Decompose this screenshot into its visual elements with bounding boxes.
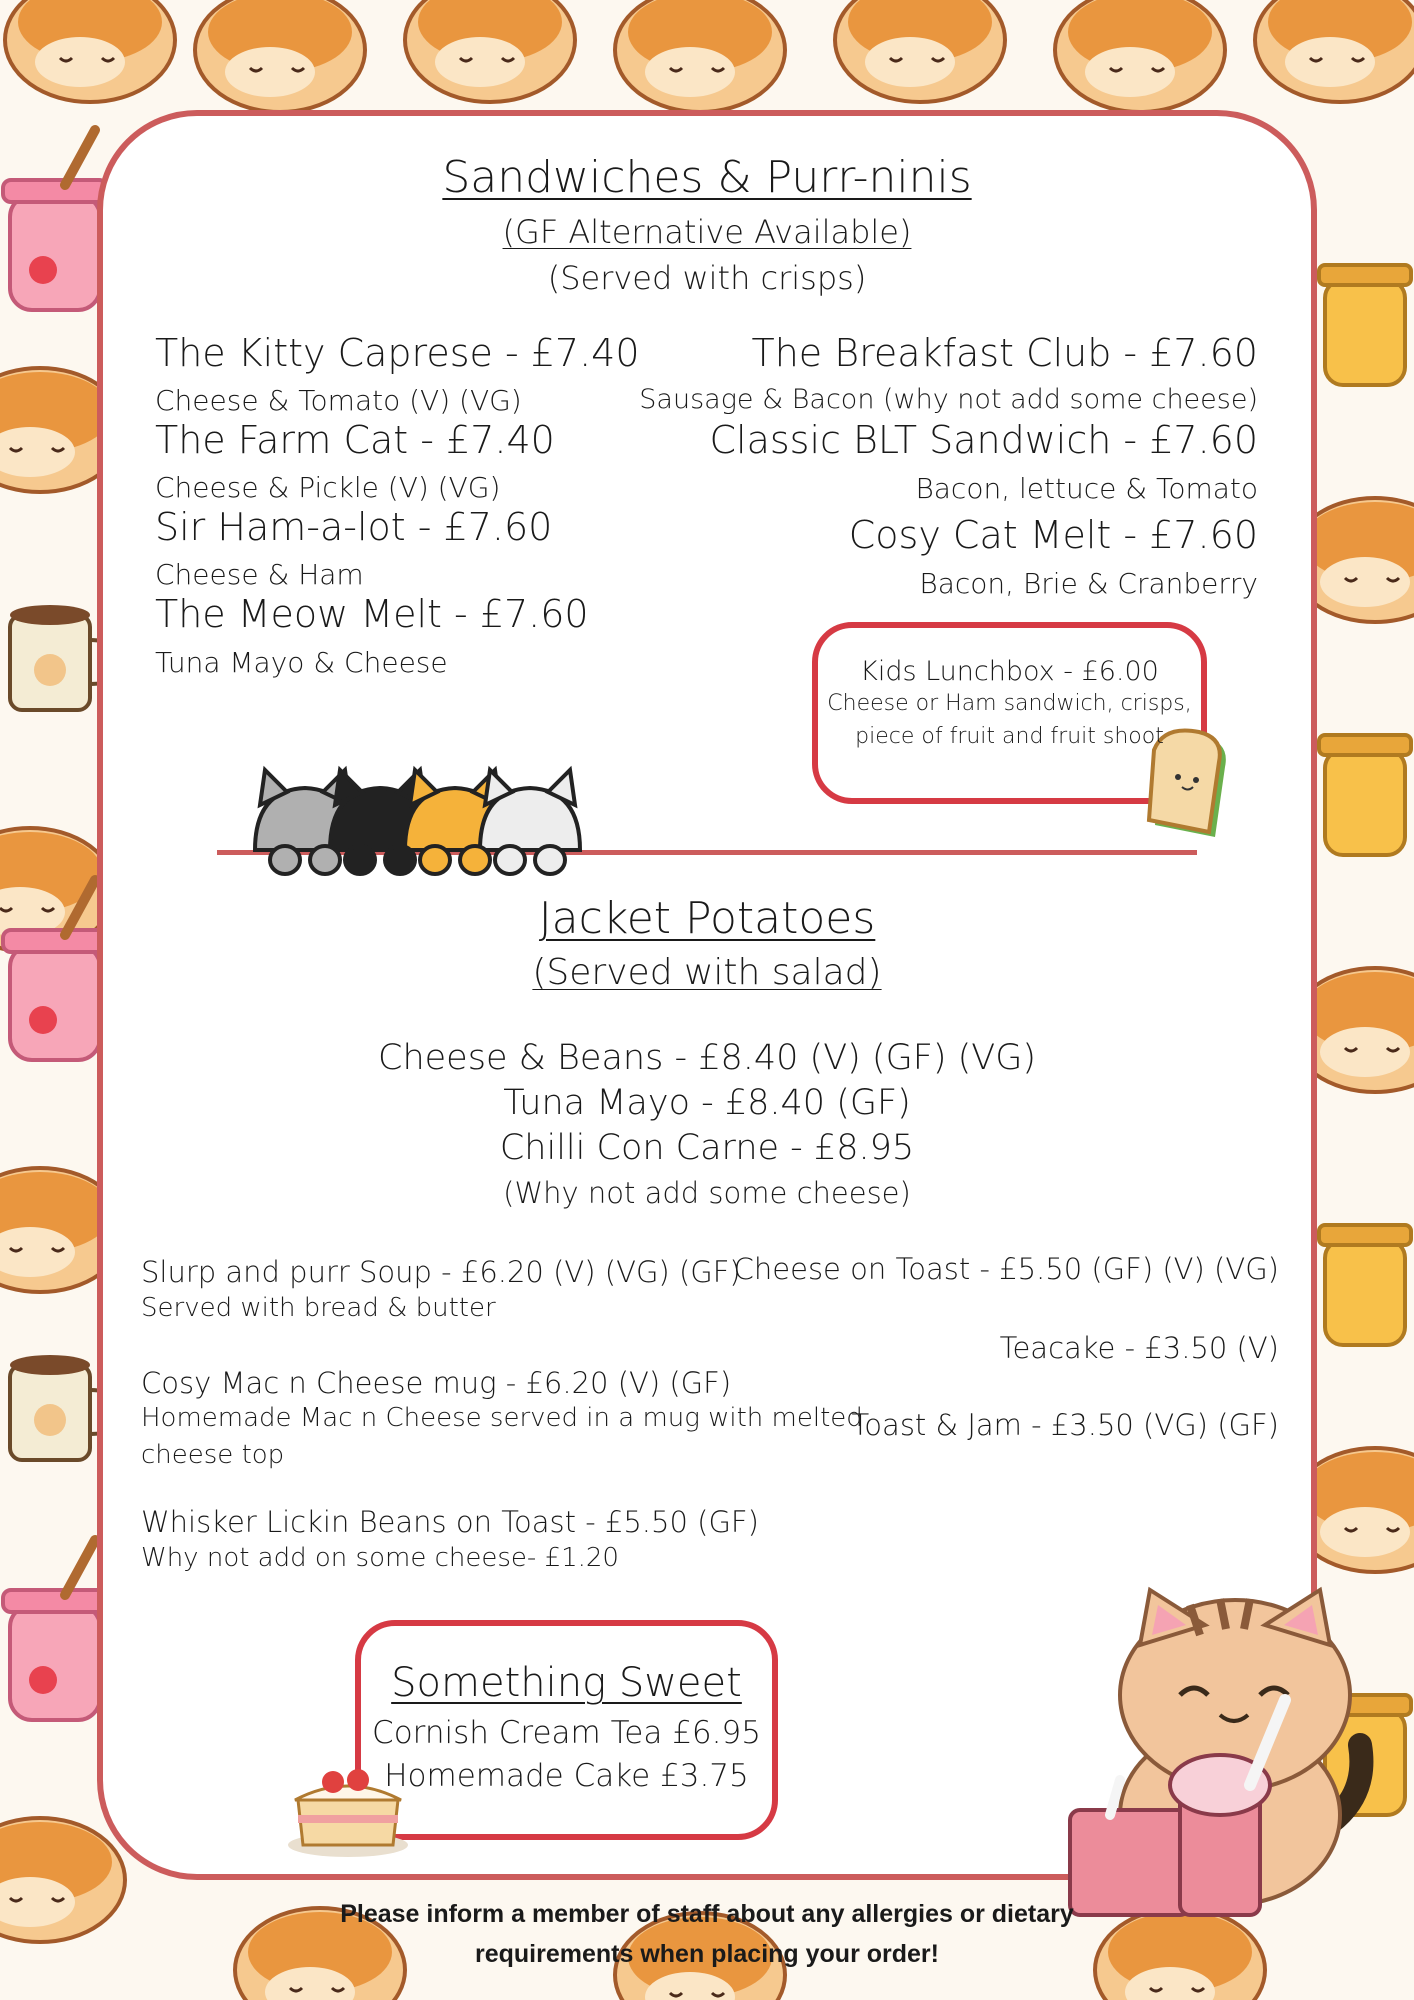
something-sweet-title: Something Sweet xyxy=(391,1660,742,1706)
menu-item-desc: Served with bread & butter xyxy=(141,1293,496,1323)
menu-item-desc: Cheese & Ham xyxy=(155,558,364,591)
menu-item-desc: cheese top xyxy=(141,1440,285,1470)
menu-item-beans-on-toast: Whisker Lickin Beans on Toast - £5.50 (GF) xyxy=(141,1505,759,1539)
allergy-notice: requirements when placing your order! xyxy=(475,1940,939,1968)
menu-item-mac-n-cheese: Cosy Mac n Cheese mug - £6.20 (V) (GF) xyxy=(141,1366,732,1400)
jacket-item: Tuna Mayo - £8.40 (GF) xyxy=(503,1083,911,1123)
menu-item-classic-blt: Classic BLT Sandwich - £7.60 xyxy=(709,418,1258,462)
menu-item-kitty-caprese: The Kitty Caprese - £7.40 xyxy=(155,331,640,375)
menu-item-breakfast-club: The Breakfast Club - £7.60 xyxy=(751,331,1258,375)
jacket-note: (Why not add some cheese) xyxy=(503,1176,911,1210)
sandwiches-title: Sandwiches & Purr-ninis xyxy=(442,152,972,203)
menu-item-desc: Cheese & Tomato (V) (VG) xyxy=(155,384,522,417)
menu-item-desc: Bacon, Brie & Cranberry xyxy=(919,567,1258,600)
cats-peeking-icon xyxy=(245,750,655,880)
allergy-notice: Please inform a member of staff about any allergies or dietary xyxy=(340,1900,1074,1928)
served-with-crisps: (Served with crisps) xyxy=(547,259,867,297)
jacket-item: Chilli Con Carne - £8.95 xyxy=(499,1128,915,1168)
menu-item-desc: Homemade Mac n Cheese served in a mug with melted xyxy=(141,1403,863,1433)
kids-lunchbox-desc: piece of fruit and fruit shoot xyxy=(855,724,1164,749)
menu-item-desc: Cheese & Pickle (V) (VG) xyxy=(155,471,501,504)
menu-item-soup: Slurp and purr Soup - £6.20 (V) (VG) (GF) xyxy=(141,1255,741,1289)
menu-item-desc: Sausage & Bacon (why not add some cheese) xyxy=(639,384,1258,415)
menu-item-meow-melt: The Meow Melt - £7.60 xyxy=(155,592,589,636)
menu-item-teacake: Teacake - £3.50 (V) xyxy=(999,1331,1279,1365)
menu-item-cosy-cat-melt: Cosy Cat Melt - £7.60 xyxy=(848,513,1258,557)
sweet-item: Homemade Cake £3.75 xyxy=(384,1758,749,1794)
kids-lunchbox-desc: Cheese or Ham sandwich, crisps, xyxy=(827,691,1192,716)
menu-item-sir-ham-a-lot: Sir Ham-a-lot - £7.60 xyxy=(155,505,553,549)
menu-item-cheese-on-toast: Cheese on Toast - £5.50 (GF) (V) (VG) xyxy=(733,1252,1279,1286)
menu-item-farm-cat: The Farm Cat - £7.40 xyxy=(155,418,555,462)
menu-item-toast-and-jam: Toast & Jam - £3.50 (VG) (GF) xyxy=(851,1408,1279,1442)
cat-milkshake-icon xyxy=(1060,1585,1400,1915)
jacket-item: Cheese & Beans - £8.40 (V) (GF) (VG) xyxy=(378,1038,1036,1078)
menu-item-desc: Why not add on some cheese- £1.20 xyxy=(141,1543,619,1573)
jacket-potatoes-title: Jacket Potatoes xyxy=(538,893,876,944)
gf-alternative-note: (GF Alternative Available) xyxy=(502,213,912,251)
sweet-item: Cornish Cream Tea £6.95 xyxy=(372,1715,761,1751)
menu-item-desc: Bacon, lettuce & Tomato xyxy=(915,472,1258,505)
menu-item-desc: Tuna Mayo & Cheese xyxy=(155,646,448,679)
served-with-salad: (Served with salad) xyxy=(532,952,882,993)
kids-lunchbox-title: Kids Lunchbox - £6.00 xyxy=(860,656,1159,687)
